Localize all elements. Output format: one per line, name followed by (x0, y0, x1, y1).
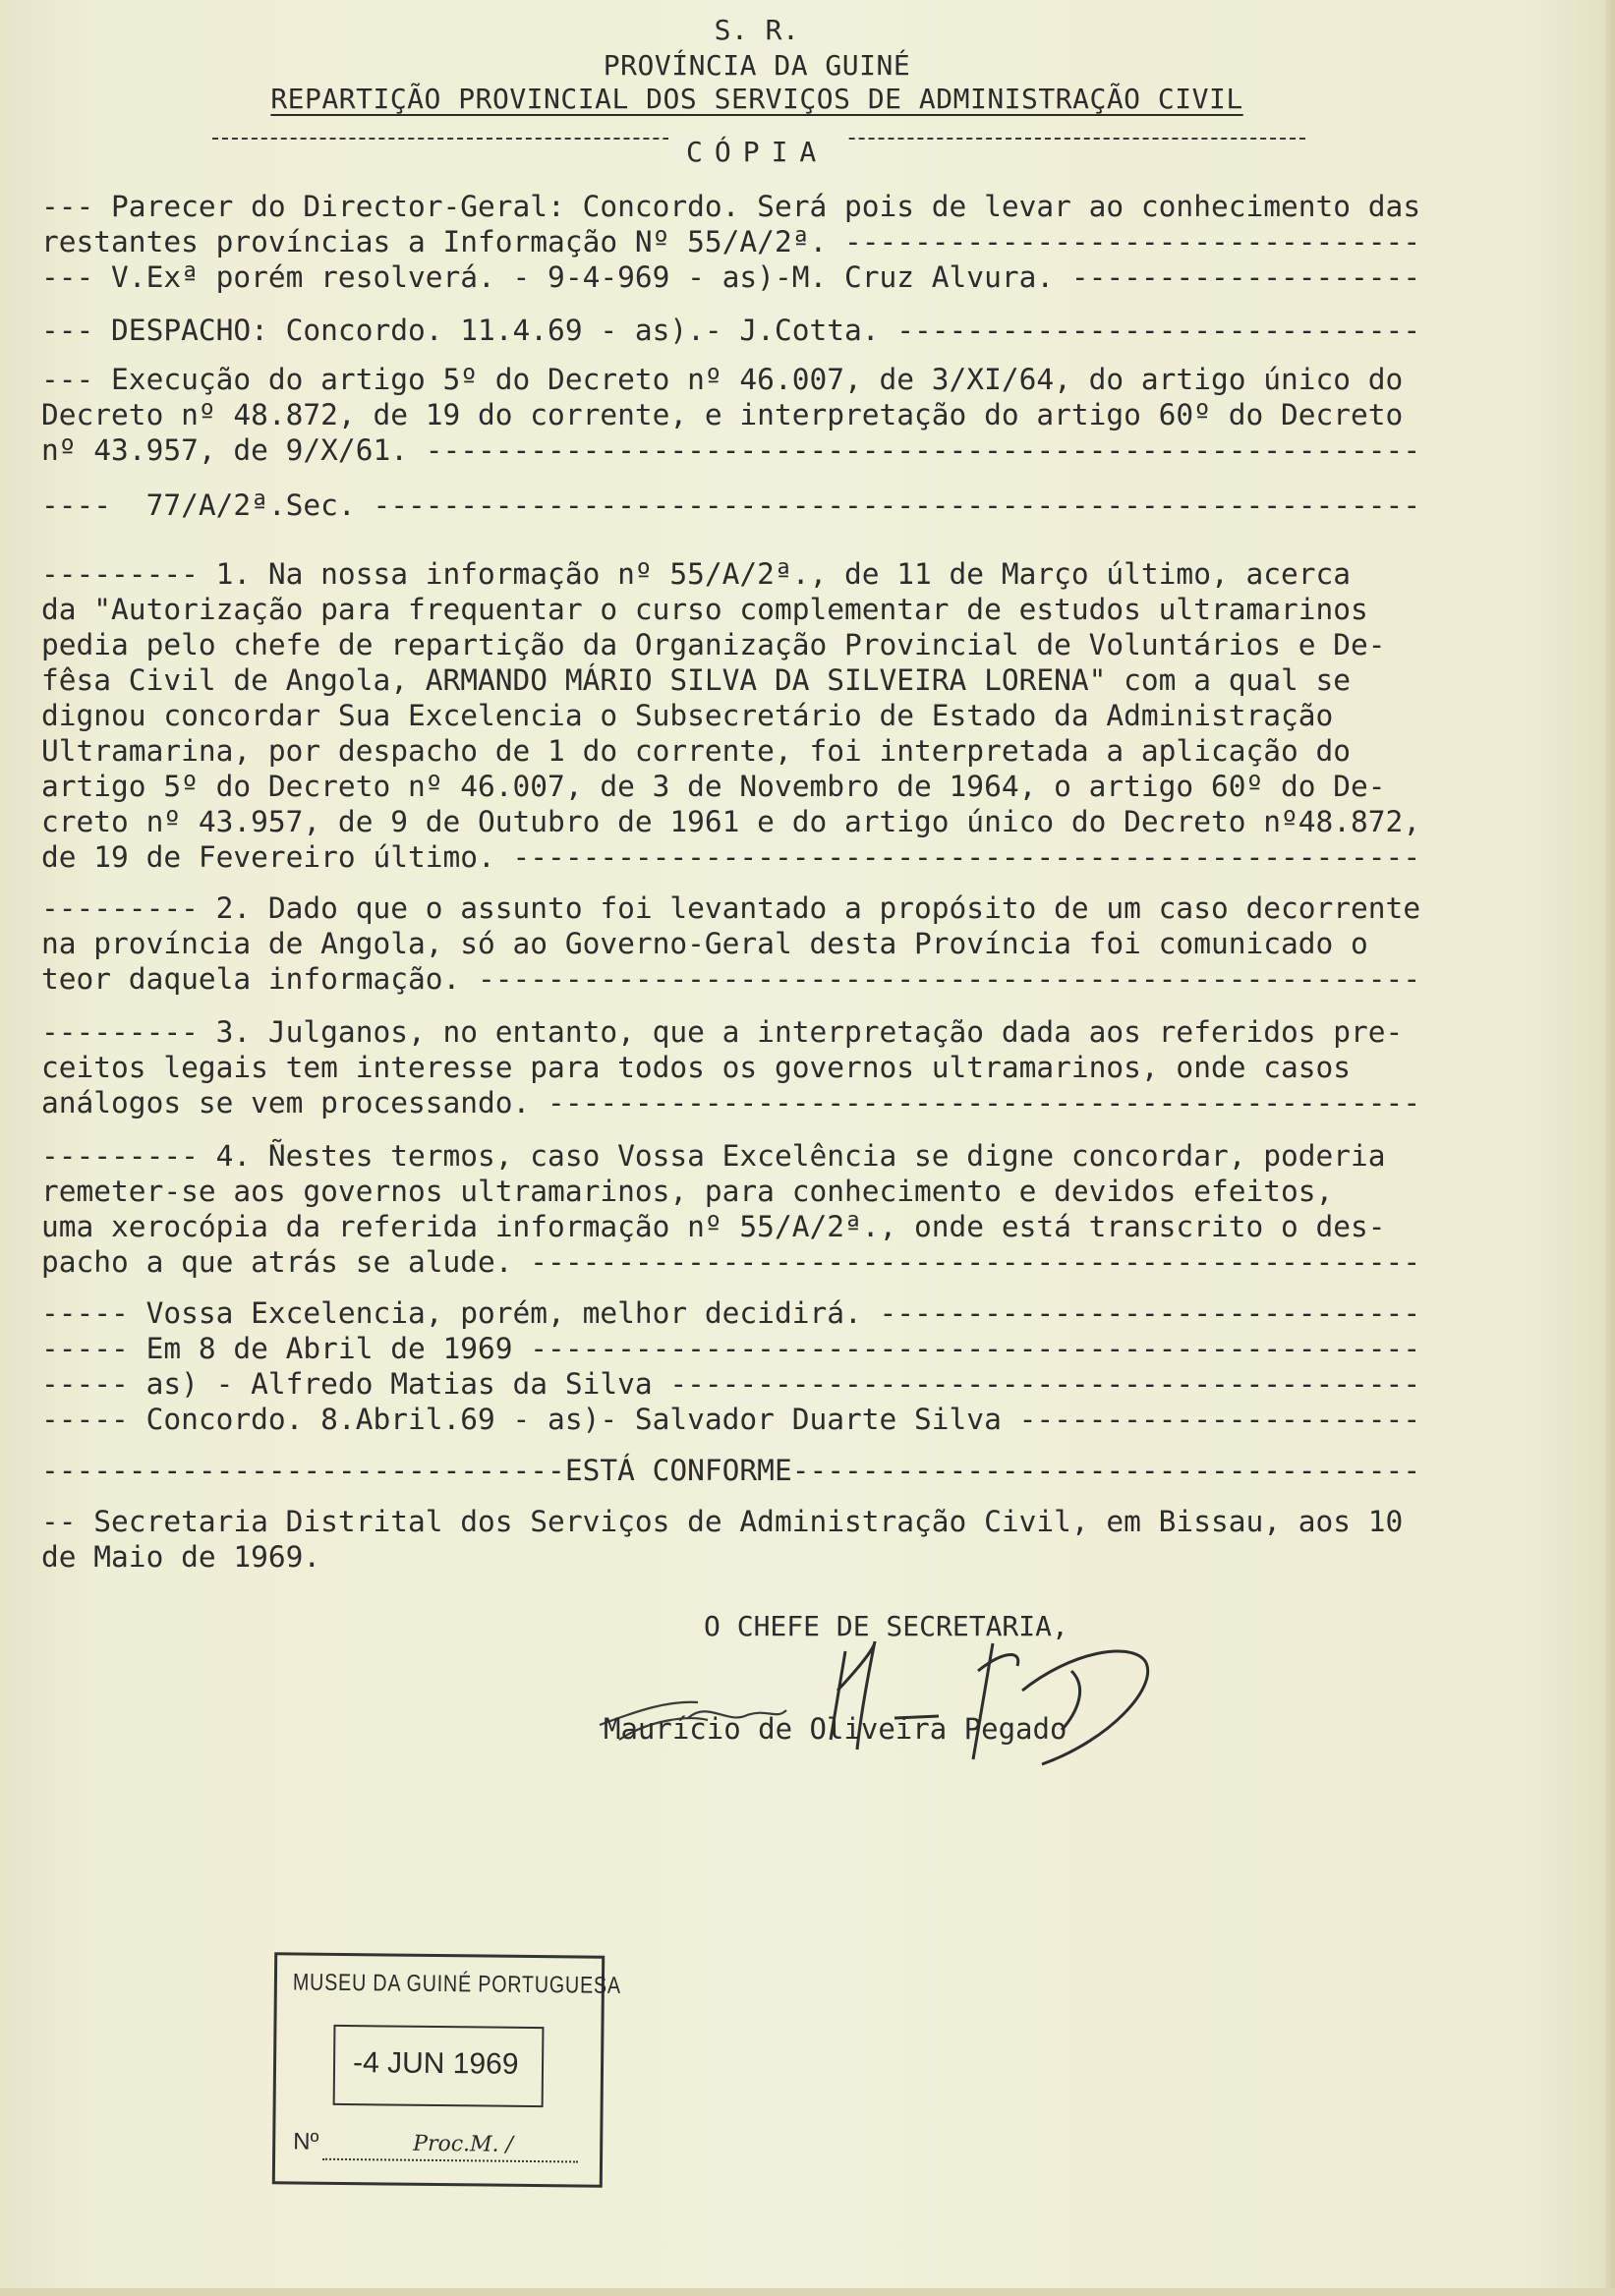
document-line: Decreto nº 48.872, de 19 do corrente, e interpretação do artigo 60º do Decreto (41, 398, 1404, 431)
document-line: de 19 de Fevereiro último. ---------------------------------------------------- (41, 840, 1421, 874)
document-line: Ultramarina, por despacho de 1 do corrente, foi interpretada a aplicação do (41, 734, 1352, 768)
document-line: fêsa Civil de Angola, ARMANDO MÁRIO SILVA DA SILVEIRA LORENA" com a qual se (41, 663, 1352, 697)
document-line: ---- 77/A/2ª.Sec. ------------------------------------------------------------ (41, 488, 1421, 522)
stamp-slash: / (505, 2132, 514, 2157)
museum-stamp (272, 1952, 622, 2188)
document-line: ----- Concordo. 8.Abril.69 - as)- Salvador Duarte Silva ----------------------- (41, 1403, 1421, 1436)
document-line: --------- 4. Ñestes termos, caso Vossa Excelência se digne concordar, poderia (41, 1139, 1386, 1173)
document-line: creto nº 43.957, de 9 de Outubro de 1961 e do artigo único do Decreto nº48.872, (41, 805, 1421, 838)
document-line: --- Parecer do Director-Geral: Concordo. Será pois de levar ao conhecimento das (41, 190, 1421, 223)
stamp-title: MUSEU DA GUINÉ PORTUGUESA (292, 1969, 622, 1999)
stamp-number-label: Nº (293, 2128, 319, 2155)
document-line: teor daquela informação. ------------------------------------------------------ (41, 962, 1421, 996)
header-sr: S. R. (714, 14, 800, 46)
signature-title: O CHEFE DE SECRETARIA, (704, 1610, 1068, 1642)
document-line: ------------------------------ESTÁ CONFORME------------------------------------ (41, 1454, 1421, 1487)
document-line: nº 43.957, de 9/X/61. --------------------------------------------------------- (41, 433, 1421, 467)
header-province: PROVÍNCIA DA GUINÉ (603, 49, 911, 82)
document-line: -- Secretaria Distrital dos Serviços de Administração Civil, em Bissau, aos 10 (41, 1505, 1404, 1538)
document-line: restantes províncias a Informação Nº 55/A/2ª. --------------------------------- (41, 225, 1421, 258)
document-line: --- Execução do artigo 5º do Decreto nº 46.007, de 3/XI/64, do artigo único do (41, 363, 1404, 396)
document-line: pacho a que atrás se alude. --------------------------------------------------- (41, 1245, 1421, 1279)
stamp-proc: Proc.M. (413, 2131, 499, 2157)
signatory-name: Maurício de Oliveira Pegado (604, 1712, 1067, 1746)
stamp-date: -4 JUN 1969 (352, 2046, 519, 2081)
document-line: na província de Angola, só ao Governo-Geral desta Província foi comunicado o (41, 927, 1368, 960)
document-line: análogos se vem processando. -------------------------------------------------- (41, 1086, 1421, 1119)
document-line: artigo 5º do Decreto nº 46.007, de 3 de Novembro de 1964, o artigo 60º do De- (41, 770, 1386, 803)
stamp-rule (322, 2158, 578, 2163)
document-line: --------- 1. Na nossa informação nº 55/A/2ª., de 11 de Março último, acerca (41, 557, 1352, 591)
handwritten-signature (580, 1632, 1268, 1779)
stamp-date-box (333, 2025, 545, 2107)
document-line: remeter-se aos governos ultramarinos, para conhecimento e devidos efeitos, (41, 1175, 1334, 1208)
paper-edge-bottom (0, 2288, 1615, 2296)
document-line: da "Autorização para frequentar o curso complementar de estudos ultramarinos (41, 593, 1368, 626)
document-line: --- DESPACHO: Concordo. 11.4.69 - as).- J.Cotta. ------------------------------ (41, 314, 1421, 347)
document-line: uma xerocópia da referida informação nº 55/A/2ª., onde está transcrito o des- (41, 1210, 1386, 1243)
document-line: --------- 2. Dado que o assunto foi levantado a propósito de um caso decorrente (41, 891, 1421, 925)
document-line: pedia pelo chefe de repartição da Organização Provincial de Voluntários e De- (41, 628, 1386, 661)
document-line: ----- Vossa Excelencia, porém, melhor decidirá. ------------------------------- (41, 1296, 1421, 1330)
document-line: ----- Em 8 de Abril de 1969 --------------------------------------------------- (41, 1332, 1421, 1365)
header-department: REPARTIÇÃO PROVINCIAL DOS SERVIÇOS DE ADMINISTRAÇÃO CIVIL (270, 83, 1243, 115)
paper-edge (1605, 0, 1615, 2296)
document-line: --- V.Exª porém resolverá. - 9-4-969 - as)-M. Cruz Alvura. -------------------- (41, 260, 1421, 294)
document-line: ceitos legais tem interesse para todos os governos ultramarinos, onde casos (41, 1051, 1352, 1084)
document-line: dignou concordar Sua Excelencia o Subsecretário de Estado da Administração (41, 699, 1334, 732)
document-line: --------- 3. Julganos, no entanto, que a interpretação dada aos referidos pre- (41, 1015, 1404, 1049)
copy-label: CÓPIA (668, 136, 845, 168)
stamp-proc-label (413, 2132, 513, 2157)
document-line: ----- as) - Alfredo Matias da Silva ------------------------------------------- (41, 1367, 1421, 1401)
document-line: de Maio de 1969. (41, 1540, 321, 1574)
